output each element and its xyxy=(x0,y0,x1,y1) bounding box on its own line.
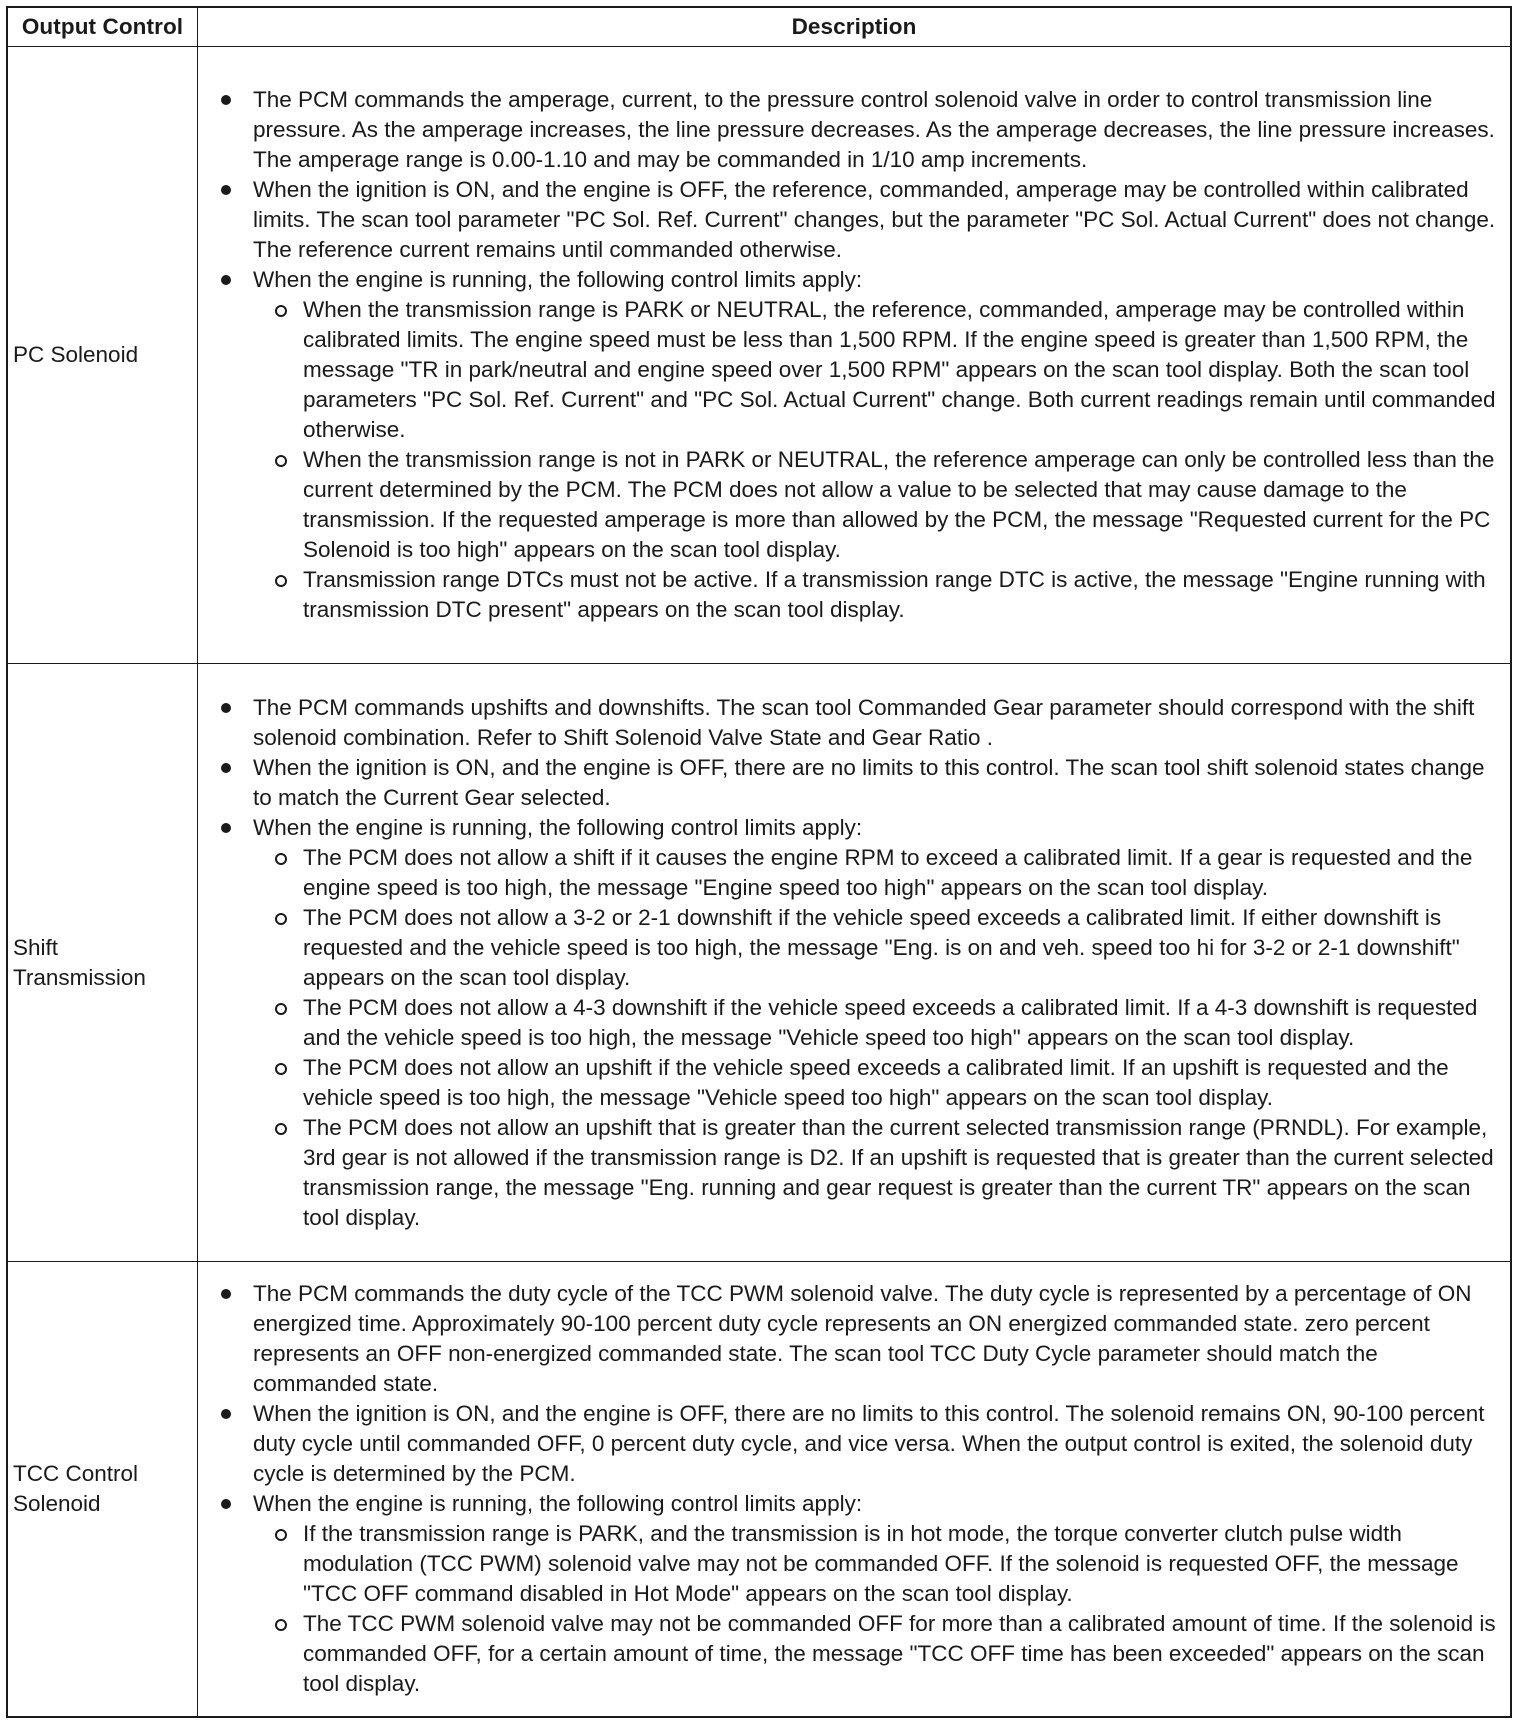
hollow-bullet-icon xyxy=(275,913,287,925)
list-item xyxy=(198,175,1502,265)
table-row xyxy=(7,1262,1511,1717)
sub-list-item xyxy=(253,843,1502,903)
sub-list-item-text: Transmission range DTCs must not be active. If a transmission range DTC is active, the message "Engine running with transmission DTC present" appears on the scan tool display. xyxy=(303,567,1486,623)
sub-list-item-text: If the transmission range is PARK, and the transmission is in hot mode, the torque converter clutch pulse width modulation (TCC PWM) solenoid valve may not be commanded OFF. If the solenoid is requested OFF, the message "TCC OFF command disabled in Hot Mode" appears on the scan tool display. xyxy=(303,1521,1459,1607)
description-cell xyxy=(198,1262,1512,1717)
list-item-text: When the engine is running, the following control limits apply: xyxy=(253,1491,863,1517)
bullet-icon xyxy=(221,703,231,713)
list-item-text: When the engine is running, the following control limits apply: xyxy=(253,267,863,293)
description-cell xyxy=(198,664,1512,1262)
list-item-text: When the engine is running, the following control limits apply: xyxy=(253,814,863,840)
sub-list xyxy=(253,295,1502,625)
bullet-icon xyxy=(221,185,231,195)
sub-list-item xyxy=(253,993,1502,1053)
bullet-icon xyxy=(221,95,231,105)
sub-list xyxy=(253,1519,1502,1699)
output-control-label: PC Solenoid xyxy=(7,47,198,664)
sub-list xyxy=(253,843,1502,1233)
list-item-text: The PCM commands the amperage, current, to the pressure control solenoid valve in order to control transmission line pressure. As the amperage increases, the line pressure decreases. As the amperage decreases, the line pressure increases. The amperage range is 0.00-1.10 and may be commanded in 1/10 amp increments. xyxy=(253,87,1495,173)
table-row xyxy=(7,664,1511,1262)
list-item xyxy=(198,265,1502,625)
sub-list-item-text: The TCC PWM solenoid valve may not be commanded OFF for more than a calibrated amount of time. If the solenoid is commanded OFF, for a certain amount of time, the message "TCC OFF time has been exceeded" appears on the scan tool display. xyxy=(303,1611,1496,1697)
list-item-text: When the ignition is ON, and the engine is OFF, there are no limits to this control. The solenoid remains ON, 90-100 percent duty cycle until commanded OFF, 0 percent duty cycle, and vice versa. When the output control is exited, the solenoid duty cycle is determined by the PCM. xyxy=(253,1401,1485,1487)
hollow-bullet-icon xyxy=(275,575,287,587)
header-output-control: Output Control xyxy=(7,7,198,47)
list-item-text: The PCM commands the duty cycle of the TCC PWM solenoid valve. The duty cycle is represented by a percentage of ON energized time. Approximately 90-100 percent duty cycle represents an ON energized commanded state. zero percent represents an OFF non-energized commanded state. The scan tool TCC Duty Cycle parameter should match the commanded state. xyxy=(253,1281,1472,1397)
sub-list-item-text: When the transmission range is PARK or NEUTRAL, the reference, commanded, amperage may be controlled within calibrated limits. The engine speed must be less than 1,500 RPM. If the engine speed is greater than 1,500 RPM, the message "TR in park/neutral and engine speed over 1,500 RPM" appears on the scan tool display. Both the scan tool parameters "PC Sol. Ref. Current" and "PC Sol. Actual Current" change. Both current readings remain until commanded otherwise. xyxy=(303,297,1496,443)
sub-list-item xyxy=(253,1519,1502,1609)
description-list xyxy=(198,693,1502,1233)
list-item xyxy=(198,1399,1502,1489)
list-item-text: When the ignition is ON, and the engine is OFF, there are no limits to this control. The scan tool shift solenoid states change to match the Current Gear selected. xyxy=(253,754,1485,810)
description-list xyxy=(198,85,1502,625)
output-control-table xyxy=(6,6,1512,1718)
sub-list-item xyxy=(253,1113,1502,1233)
bullet-icon xyxy=(221,823,231,833)
bullet-icon xyxy=(221,1289,231,1299)
list-item-text: The PCM commands upshifts and downshifts. The scan tool Commanded Gear parameter should correspond with the shift solenoid combination. Refer to Shift Solenoid Valve State and Gear Ratio . xyxy=(253,694,1475,750)
sub-list-item xyxy=(253,1053,1502,1113)
hollow-bullet-icon xyxy=(275,1619,287,1631)
bullet-icon xyxy=(221,1499,231,1509)
sub-list-item-text: The PCM does not allow a 3-2 or 2-1 downshift if the vehicle speed exceeds a calibrated limit. If either downshift is requested and the vehicle speed is too high, the message "Eng. is on and veh. speed too hi for 3-2 or 2-1 downshift" appears on the scan tool display. xyxy=(303,904,1460,990)
sub-list-item-text: When the transmission range is not in PARK or NEUTRAL, the reference amperage can only be controlled less than the current determined by the PCM. The PCM does not allow a value to be selected that may cause damage to the transmission. If the requested amperage is more than allowed by the PCM, the message "Requested current for the PC Solenoid is too high" appears on the scan tool display. xyxy=(303,447,1495,563)
sub-list-item-text: The PCM does not allow an upshift if the vehicle speed exceeds a calibrated limit. If an upshift is requested and the vehicle speed is too high, the message "Vehicle speed too high" appears on the scan tool display. xyxy=(303,1054,1449,1110)
sub-list-item xyxy=(253,445,1502,565)
sub-list-item-text: The PCM does not allow an upshift that is greater than the current selected transmission range (PRNDL). For example, 3rd gear is not allowed if the transmission range is D2. If an upshift is requested that is greater than the current selected transmission range, the message "Eng. running and gear request is greater than the current TR" appears on the scan tool display. xyxy=(303,1114,1494,1230)
output-control-label: TCC Control Solenoid xyxy=(7,1262,198,1717)
description-list xyxy=(198,1279,1502,1699)
description-cell xyxy=(198,47,1512,664)
sub-list-item-text: The PCM does not allow a 4-3 downshift if the vehicle speed exceeds a calibrated limit. If a 4-3 downshift is requested and the vehicle speed is too high, the message "Vehicle speed too high" appears on the scan tool display. xyxy=(303,994,1478,1050)
sub-list-item-text: The PCM does not allow a shift if it causes the engine RPM to exceed a calibrated limit. If a gear is requested and the engine speed is too high, the message "Engine speed too high" appears on the scan tool display. xyxy=(303,844,1473,900)
table-row xyxy=(7,47,1511,664)
hollow-bullet-icon xyxy=(275,1529,287,1541)
list-item xyxy=(198,753,1502,813)
header-row xyxy=(7,7,1511,47)
sub-list-item xyxy=(253,903,1502,993)
list-item xyxy=(198,1489,1502,1699)
list-item-text: When the ignition is ON, and the engine is OFF, the reference, commanded, amperage may be controlled within calibrated limits. The scan tool parameter "PC Sol. Ref. Current" changes, but the parameter "PC Sol. Actual Current" does not change. The reference current remains until commanded otherwise. xyxy=(253,177,1496,263)
bullet-icon xyxy=(221,763,231,773)
hollow-bullet-icon xyxy=(275,1123,287,1135)
output-control-label: Shift Transmission xyxy=(7,664,198,1262)
hollow-bullet-icon xyxy=(275,305,287,317)
hollow-bullet-icon xyxy=(275,1003,287,1015)
sub-list-item xyxy=(253,1609,1502,1699)
table-body xyxy=(7,47,1511,1718)
hollow-bullet-icon xyxy=(275,1063,287,1075)
list-item xyxy=(198,85,1502,175)
list-item xyxy=(198,813,1502,1233)
list-item xyxy=(198,693,1502,753)
hollow-bullet-icon xyxy=(275,455,287,467)
sub-list-item xyxy=(253,565,1502,625)
bullet-icon xyxy=(221,275,231,285)
bullet-icon xyxy=(221,1409,231,1419)
sub-list-item xyxy=(253,295,1502,445)
header-description: Description xyxy=(198,7,1512,47)
hollow-bullet-icon xyxy=(275,853,287,865)
list-item xyxy=(198,1279,1502,1399)
